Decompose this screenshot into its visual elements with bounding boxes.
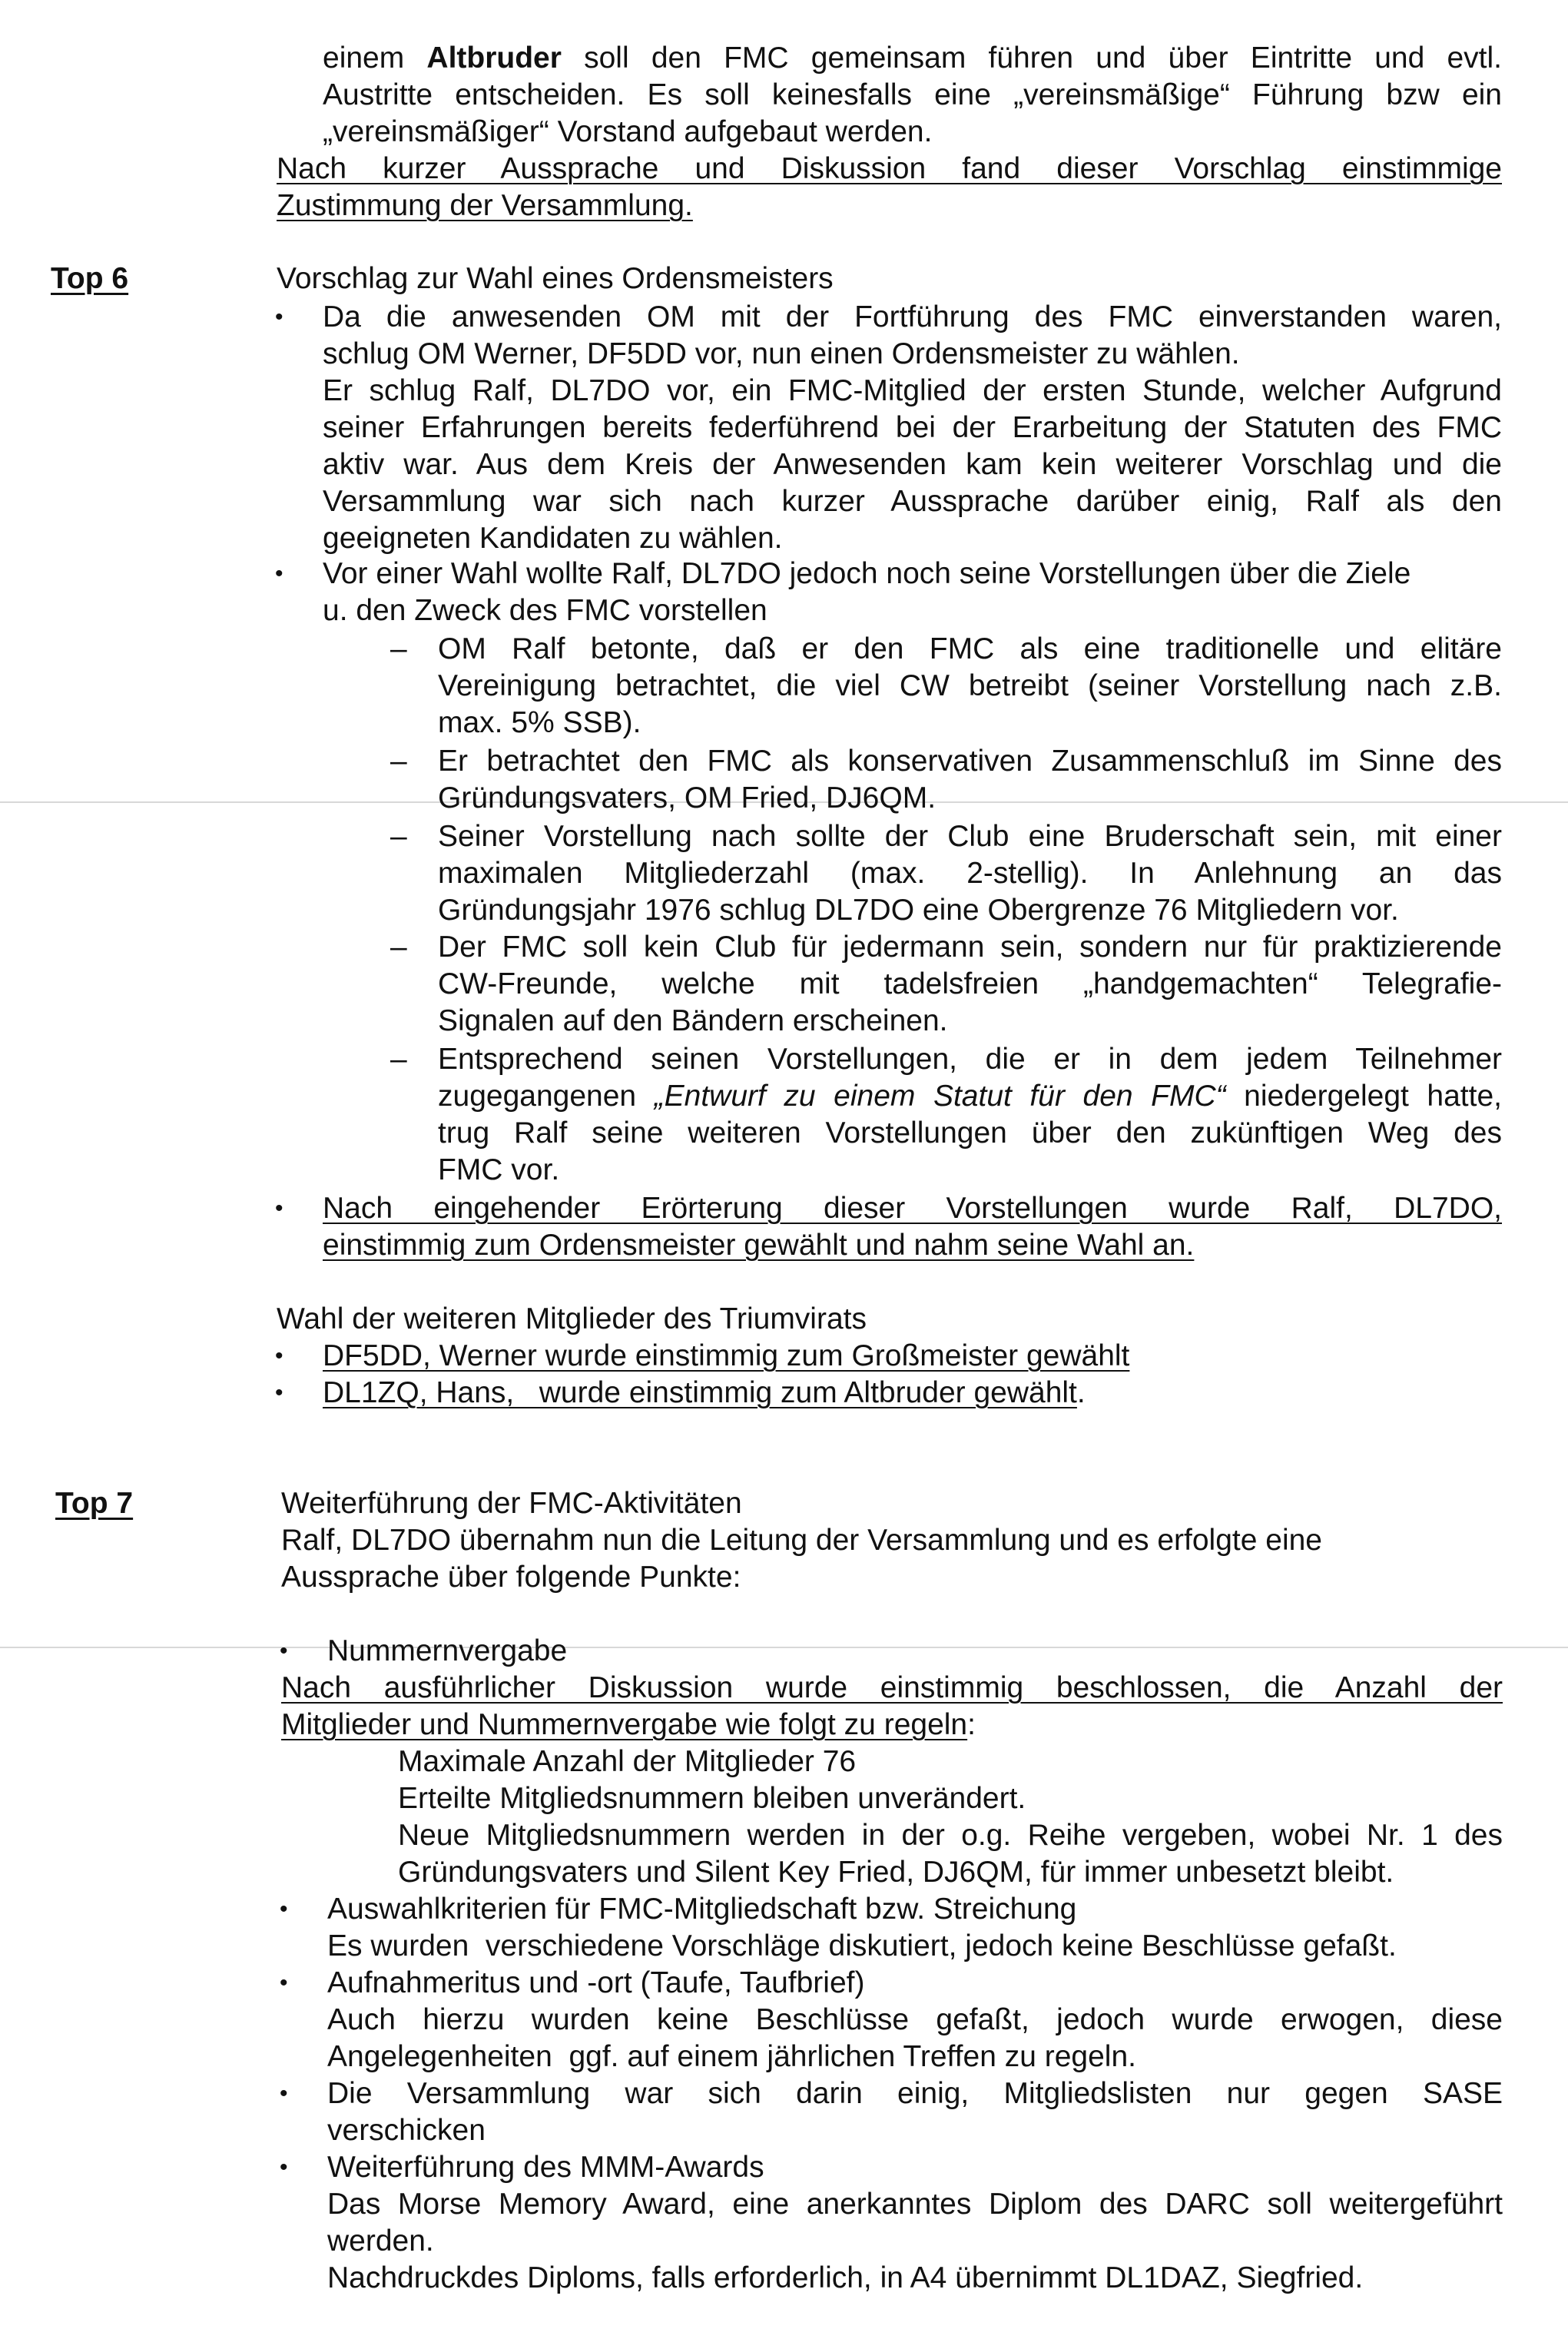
bullet: • [280, 2155, 288, 2180]
intro-line-1: einem Altbruder soll den FMC gemeinsam führen und über Eintritte und evtl. [323, 41, 1502, 75]
nummernvergabe-decision: Nach ausführlicher Diskussion wurde einstimmig beschlossen, die Anzahl der Mitglieder und Nummernvergabe wie folgt zu regeln: [281, 1671, 1503, 1741]
dash-marker: – [390, 745, 407, 778]
mmm-award-item: Weiterführung des MMM-Awards Das Morse Memory Award, eine anerkanntes Diplom des DARC soll weitergeführt werden. Nachdruckdes Diploms, falls erforderlich, in A4 übernimmt DL1DAZ, Siegfried. [327, 2151, 1503, 2294]
top7-label: Top 7 [55, 1487, 134, 1520]
top6-heading: Vorschlag zur Wahl eines Ordensmeisters [277, 262, 834, 295]
top6-dash-5: Entsprechend seinen Vorstellungen, die er in dem jedem Teilnehmer zugegangenen „Entwurf zu einem Statut für den FMC“ niedergelegt hatte, trug Ralf seine weiteren Vorstellungen über den zukünftigen Weg des FMC vor. [438, 1043, 1502, 1186]
dash-marker: – [390, 931, 407, 964]
bullet: • [275, 561, 283, 586]
altbruder-line: DL1ZQ, Hans, wurde einstimmig zum Altbruder gewählt. [323, 1376, 1086, 1409]
dash-marker: – [390, 1043, 407, 1076]
statut-title-italic: „Entwurf zu einem Statut für den FMC“ [654, 1080, 1226, 1113]
aufnahmeritus-item: Aufnahmeritus und -ort (Taufe, Taufbrief) Auch hierzu wurden keine Beschlüsse gefaßt, jedoch wurde erwogen, diese Angelegenheiten ggf. auf einem jährlichen Treffen zu regeln. [327, 1966, 1503, 2073]
top6-label: Top 6 [51, 262, 129, 295]
auswahlkriterien-item: Auswahlkriterien für FMC-Mitgliedschaft bzw. Streichung Es wurden verschiedene Vorschläge diskutiert, jedoch keine Beschlüsse gefaßt. [327, 1893, 1397, 1962]
bullet: • [275, 1380, 283, 1405]
nummernvergabe-rules: Maximale Anzahl der Mitglieder 76 Erteilte Mitgliedsnummern bleiben unverändert. Neue Mitgliedsnummern werden in der o.g. Reihe vergeben, wobei Nr. 1 des Gründungsvaters und Silent Key Fried, DJ6QM, für immer unbesetzt bleibt. [398, 1745, 1503, 1889]
top6-bullet-1: Da die anwesenden OM mit der Fortführung des FMC einverstanden waren, schlug OM Werner, DF5DD vor, nun einen Ordensmeister zu wählen. Er schlug Ralf, DL7DO vor, ein FMC-Mitglied der ersten Stunde, welcher Aufgrund seiner Erfahrungen bereits federführend bei der Erarbeitung der Statuten des FMC aktiv war. Aus dem Kreis der Anwesenden kam kein weiterer Vorschlag und die Versammlung war sich nach kurzer Aussprache darüber einig, Ralf als den geeigneten Kandidaten zu wählen. [323, 300, 1502, 555]
grossmeister-line: DF5DD, Werner wurde einstimmig zum Großmeister gewählt [323, 1339, 1130, 1372]
dash-marker: – [390, 632, 407, 665]
altbruder-bold: Altbruder [426, 41, 562, 75]
intro-decision [277, 151, 1502, 224]
top6-bullet-3: Nach eingehender Erörterung dieser Vorstellungen wurde Ralf, DL7DO, einstimmig zum Ordensmeister gewählt und nahm seine Wahl an. [323, 1192, 1502, 1262]
bullet: • [275, 1196, 283, 1221]
bullet: • [275, 304, 283, 330]
bullet: • [280, 1896, 288, 1922]
intro-line-2: Austritte entscheiden. Es soll keinesfalls eine „vereinsmäßige“ Führung bzw ein [323, 78, 1502, 111]
intro-decision-line-1: Nach kurzer Aussprache und Diskussion fand dieser Vorschlag einstimmige [277, 152, 1502, 185]
nummernvergabe-title: Nummernvergabe [327, 1634, 568, 1667]
top6-dash-3: Seiner Vorstellung nach sollte der Club eine Bruderschaft sein, mit einer maximalen Mitgliederzahl (max. 2-stellig). In Anlehnung an das Gründungsjahr 1976 schlug DL7DO eine Obergrenze 76 Mitgliedern vor. [438, 820, 1502, 927]
top6-dash-1: OM Ralf betonte, daß er den FMC als eine traditionelle und elitäre Vereinigung betrachtet, die viel CW betreibt (seiner Vorstellung nach z.B. max. 5% SSB). [438, 632, 1502, 739]
intro-line-3: „vereinsmäßiger“ Vorstand aufgebaut werden. [323, 115, 933, 148]
bullet: • [280, 1970, 288, 1996]
triumvirat-heading: Wahl der weiteren Mitglieder des Triumvirats [277, 1302, 867, 1335]
top6-dash-4: Der FMC soll kein Club für jedermann sein, sondern nur für praktizierende CW-Freunde, welche mit tadelsfreien „handgemachten“ Telegrafie- Signalen auf den Bändern erscheinen. [438, 931, 1502, 1037]
mitgliedslisten-item: Die Versammlung war sich darin einig, Mitgliedslisten nur gegen SASE verschicken [327, 2077, 1503, 2147]
top6-dash-2: Er betrachtet den FMC als konservativen Zusammenschluß im Sinne des Gründungsvaters, OM Fried, DJ6QM. [438, 745, 1502, 814]
scan-artifact-line [0, 1647, 1568, 1648]
dash-marker: – [390, 820, 407, 853]
bullet: • [275, 1343, 283, 1369]
intro-paragraph [323, 40, 1502, 151]
intro-decision-line-2: Zustimmung der Versammlung. [277, 189, 693, 222]
top6-bullet-2: Vor einer Wahl wollte Ralf, DL7DO jedoch noch seine Vorstellungen über die Ziele u. den Zweck des FMC vorstellen [323, 557, 1411, 627]
bullet: • [280, 1638, 288, 1664]
top7-heading-block: Weiterführung der FMC-Aktivitäten Ralf, DL7DO übernahm nun die Leitung der Versammlung und es erfolgte eine Aussprache über folgende Punkte: [281, 1487, 1322, 1594]
bullet: • [280, 2081, 288, 2106]
